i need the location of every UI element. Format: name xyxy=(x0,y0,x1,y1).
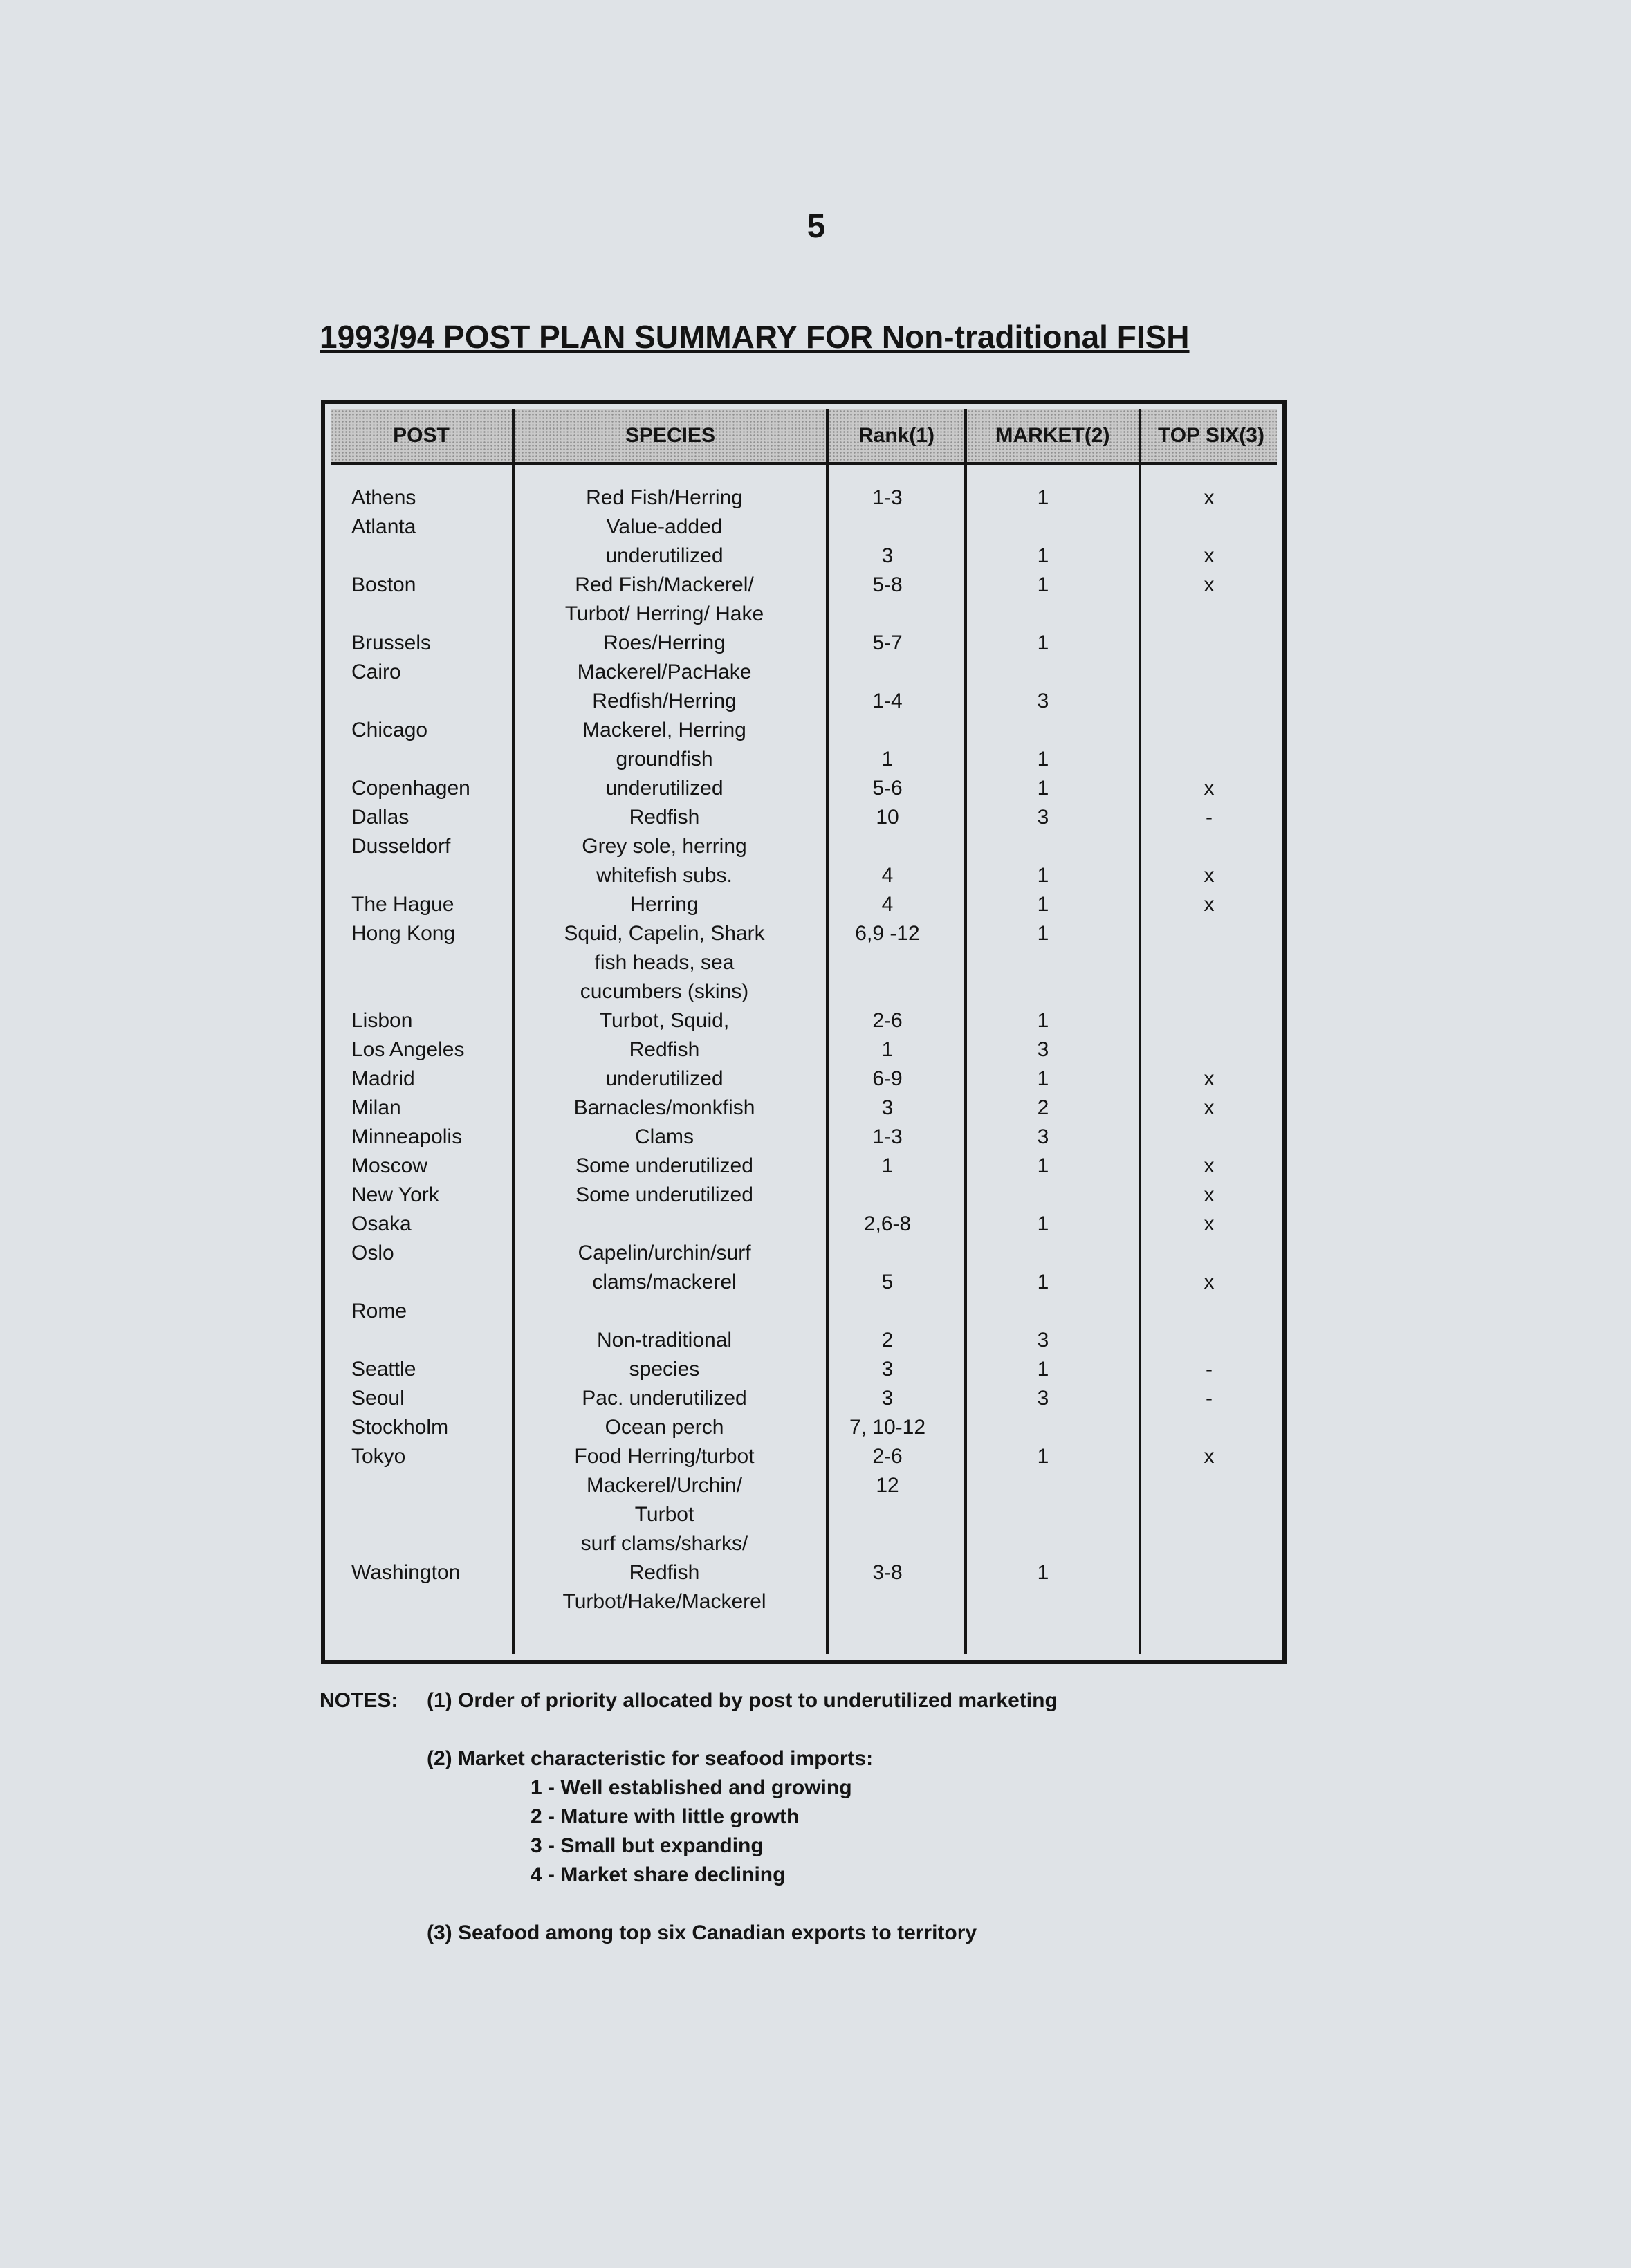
species-line: groundfish xyxy=(616,748,713,771)
post-cell: Madrid xyxy=(351,1067,415,1090)
rank-cell: 1 xyxy=(881,1154,894,1177)
table-row xyxy=(331,1152,1277,1181)
market-cell: 1 xyxy=(1037,1009,1049,1032)
species-cell xyxy=(514,1035,815,1064)
header-species: SPECIES xyxy=(625,424,716,447)
rank-cell: 5-7 xyxy=(872,631,903,654)
species-line: Red Fish/Herring xyxy=(586,486,743,509)
market-cell: 1 xyxy=(1037,1154,1049,1177)
post-cell: Seoul xyxy=(351,1387,405,1410)
species-cell xyxy=(514,629,815,658)
species-line: underutilized xyxy=(605,1067,724,1090)
top-six-cell: x xyxy=(1204,1067,1215,1090)
table-row xyxy=(331,919,1277,1006)
top-six-cell: x xyxy=(1204,777,1215,800)
market-cell: 3 xyxy=(1037,1038,1049,1061)
table-row xyxy=(331,1035,1277,1064)
table-row xyxy=(331,1181,1277,1210)
top-six-cell: x xyxy=(1204,1213,1215,1235)
species-line: Mackerel/Urchin/ xyxy=(586,1474,743,1497)
table-row xyxy=(331,890,1277,919)
rank-cell: 1-4 xyxy=(872,690,903,712)
header-post: POST xyxy=(393,424,450,447)
post-cell: Chicago xyxy=(351,719,428,741)
rank-cell: 2-6 xyxy=(872,1009,903,1032)
species-line: Capelin/urchin/surf xyxy=(578,1242,751,1264)
species-line: Pac. underutilized xyxy=(582,1387,747,1410)
table-row xyxy=(331,1297,1277,1355)
header-market: MARKET(2) xyxy=(995,424,1110,447)
rank-cell: 7, 10-12 xyxy=(849,1416,926,1439)
species-cell xyxy=(514,919,815,1006)
market-cell: 1 xyxy=(1037,893,1049,916)
table-row xyxy=(331,1413,1277,1442)
species-line: surf clams/sharks/ xyxy=(580,1532,748,1555)
header-rank: Rank(1) xyxy=(858,424,935,447)
rank-cell: 2,6-8 xyxy=(863,1213,912,1235)
species-cell xyxy=(514,1152,815,1181)
market-cell: 1 xyxy=(1037,777,1049,800)
species-line: underutilized xyxy=(605,777,724,800)
species-cell xyxy=(514,571,815,629)
top-six-cell: x xyxy=(1204,544,1215,567)
species-line xyxy=(514,1297,815,1326)
table-row xyxy=(331,803,1277,832)
table-row xyxy=(331,483,1277,513)
species-cell xyxy=(514,1297,815,1355)
rank-cell: 12 xyxy=(876,1474,899,1497)
post-cell: New York xyxy=(351,1183,439,1206)
market-cell: 3 xyxy=(1037,1125,1049,1148)
species-cell xyxy=(514,774,815,803)
post-cell: Cairo xyxy=(351,661,401,683)
post-cell: Lisbon xyxy=(351,1009,413,1032)
species-cell xyxy=(514,1558,815,1616)
table-row xyxy=(331,774,1277,803)
note-2-scale-2: 2 - Mature with little growth xyxy=(531,1805,800,1828)
market-cell: 3 xyxy=(1037,690,1049,712)
species-line: whitefish subs. xyxy=(596,864,732,887)
market-cell: 1 xyxy=(1037,1561,1049,1584)
header-top-six: TOP SIX(3) xyxy=(1158,424,1264,447)
table-row xyxy=(331,513,1277,571)
table-row xyxy=(331,1355,1277,1384)
market-cell: 1 xyxy=(1037,1067,1049,1090)
post-cell: Moscow xyxy=(351,1154,428,1177)
species-line: Clams xyxy=(634,1125,694,1148)
rank-cell: 3 xyxy=(881,1096,894,1119)
species-line: Food Herring/turbot xyxy=(574,1445,755,1468)
market-cell: 2 xyxy=(1037,1096,1049,1119)
species-line: Turbot, Squid, xyxy=(599,1009,730,1032)
top-six-cell: - xyxy=(1206,1358,1213,1381)
species-line: Some underutilized xyxy=(575,1183,753,1206)
post-cell: Oslo xyxy=(351,1242,394,1264)
post-cell: Hong Kong xyxy=(351,922,456,945)
species-cell xyxy=(514,832,815,890)
market-cell: 3 xyxy=(1037,1387,1049,1410)
table-row xyxy=(331,1006,1277,1035)
table-row xyxy=(331,1384,1277,1413)
top-six-cell: x xyxy=(1204,1183,1215,1206)
market-cell: 1 xyxy=(1037,748,1049,771)
species-line: Value-added xyxy=(606,515,723,538)
table-row xyxy=(331,571,1277,629)
market-cell: 1 xyxy=(1037,1271,1049,1293)
table-row xyxy=(331,658,1277,716)
summary-table xyxy=(321,400,1287,1664)
species-line: Redfish xyxy=(629,806,700,829)
species-line: Non-traditional xyxy=(596,1329,732,1352)
species-cell xyxy=(514,1471,815,1558)
table-row xyxy=(331,1558,1277,1616)
table-row xyxy=(331,832,1277,890)
table-row xyxy=(331,1210,1277,1239)
post-cell: Washington xyxy=(351,1561,461,1584)
species-cell xyxy=(514,1355,815,1384)
rank-cell: 4 xyxy=(881,893,894,916)
rank-cell: 5-6 xyxy=(872,777,903,800)
market-cell: 1 xyxy=(1037,544,1049,567)
top-six-cell: - xyxy=(1206,1387,1213,1410)
post-cell: Brussels xyxy=(351,631,432,654)
species-cell xyxy=(514,1123,815,1152)
species-cell xyxy=(514,1239,815,1297)
species-line: Some underutilized xyxy=(575,1154,753,1177)
note-2: (2) Market characteristic for seafood imports: xyxy=(427,1747,874,1770)
post-cell: Tokyo xyxy=(351,1445,406,1468)
market-cell: 1 xyxy=(1037,864,1049,887)
species-cell xyxy=(514,1006,815,1035)
market-cell: 1 xyxy=(1037,631,1049,654)
rank-cell: 3-8 xyxy=(872,1561,903,1584)
rank-cell: 6,9 -12 xyxy=(855,922,920,945)
species-cell xyxy=(514,803,815,832)
post-cell: Dusseldorf xyxy=(351,835,451,858)
market-cell: 1 xyxy=(1037,1358,1049,1381)
note-2-scale-4: 4 - Market share declining xyxy=(531,1863,786,1886)
post-cell: Dallas xyxy=(351,806,409,829)
post-cell: Minneapolis xyxy=(351,1125,463,1148)
top-six-cell: x xyxy=(1204,1445,1215,1468)
rank-cell: 3 xyxy=(881,1387,894,1410)
species-cell xyxy=(514,1094,815,1123)
rank-cell: 2 xyxy=(881,1329,894,1352)
top-six-cell: - xyxy=(1206,806,1213,829)
table-row xyxy=(331,1064,1277,1094)
note-2-scale-3: 3 - Small but expanding xyxy=(531,1834,764,1857)
species-line: fish heads, sea xyxy=(594,951,735,974)
species-cell xyxy=(514,1384,815,1413)
rank-cell: 1 xyxy=(881,1038,894,1061)
species-line: Turbot/Hake/Mackerel xyxy=(562,1590,766,1613)
notes-label: NOTES: xyxy=(320,1689,398,1712)
species-cell xyxy=(514,1442,815,1471)
rank-cell: 2-6 xyxy=(872,1445,903,1468)
rank-cell: 5 xyxy=(881,1271,894,1293)
top-six-cell: x xyxy=(1204,1096,1215,1119)
market-cell: 3 xyxy=(1037,806,1049,829)
post-cell: The Hague xyxy=(351,893,454,916)
table-row xyxy=(331,716,1277,774)
post-cell: Copenhagen xyxy=(351,777,470,800)
species-cell xyxy=(514,483,815,513)
species-line: Grey sole, herring xyxy=(582,835,747,858)
post-cell: Boston xyxy=(351,573,416,596)
note-3: (3) Seafood among top six Canadian exports to territory xyxy=(427,1921,977,1944)
species-line: species xyxy=(629,1358,700,1381)
post-cell: Osaka xyxy=(351,1213,412,1235)
table-row xyxy=(331,629,1277,658)
top-six-cell: x xyxy=(1204,1271,1215,1293)
top-six-cell: x xyxy=(1204,573,1215,596)
species-line: Redfish xyxy=(629,1038,700,1061)
post-cell: Milan xyxy=(351,1096,401,1119)
table-row xyxy=(331,1442,1277,1471)
rank-cell: 4 xyxy=(881,864,894,887)
rank-cell: 1-3 xyxy=(872,1125,903,1148)
species-line: Roes/Herring xyxy=(603,631,726,654)
market-cell: 1 xyxy=(1037,1213,1049,1235)
post-cell: Los Angeles xyxy=(351,1038,465,1061)
note-2-scale-1: 1 - Well established and growing xyxy=(531,1776,852,1799)
page-title: 1993/94 POST PLAN SUMMARY FOR Non-traditional FISH xyxy=(320,319,1190,355)
species-line: clams/mackerel xyxy=(592,1271,737,1293)
species-line: Squid, Capelin, Shark xyxy=(564,922,765,945)
rank-cell: 1-3 xyxy=(872,486,903,509)
rank-cell: 6-9 xyxy=(872,1067,903,1090)
species-cell xyxy=(514,716,815,774)
note-1: (1) Order of priority allocated by post to underutilized marketing xyxy=(427,1689,1058,1712)
species-line: underutilized xyxy=(605,544,724,567)
table-header xyxy=(331,409,1277,465)
species-cell xyxy=(514,1064,815,1094)
species-line: Mackerel, Herring xyxy=(582,719,746,741)
rank-cell: 1 xyxy=(881,748,894,771)
post-cell: Athens xyxy=(351,486,416,509)
species-cell xyxy=(514,1181,815,1210)
table-body xyxy=(331,483,1277,1616)
species-line: Redfish xyxy=(629,1561,700,1584)
species-line: Redfish/Herring xyxy=(592,690,737,712)
rank-cell: 3 xyxy=(881,1358,894,1381)
top-six-cell: x xyxy=(1204,486,1215,509)
market-cell: 1 xyxy=(1037,573,1049,596)
species-line: Mackerel/PacHake xyxy=(577,661,752,683)
species-line: Barnacles/monkfish xyxy=(573,1096,755,1119)
market-cell: 1 xyxy=(1037,1445,1049,1468)
species-line: Turbot xyxy=(634,1503,694,1526)
table-row xyxy=(331,1471,1277,1558)
market-cell: 1 xyxy=(1037,922,1049,945)
table-row xyxy=(331,1239,1277,1297)
species-cell xyxy=(514,658,815,716)
top-six-cell: x xyxy=(1204,893,1215,916)
post-cell: Atlanta xyxy=(351,515,416,538)
species-line: Ocean perch xyxy=(605,1416,724,1439)
species-cell xyxy=(514,890,815,919)
market-cell: 3 xyxy=(1037,1329,1049,1352)
rank-cell: 5-8 xyxy=(872,573,903,596)
table-row xyxy=(331,1123,1277,1152)
post-cell: Seattle xyxy=(351,1358,416,1381)
rank-cell: 3 xyxy=(881,544,894,567)
top-six-cell: x xyxy=(1204,864,1215,887)
species-line: Red Fish/Mackerel/ xyxy=(575,573,754,596)
post-cell: Stockholm xyxy=(351,1416,449,1439)
species-cell xyxy=(514,513,815,571)
species-line: cucumbers (skins) xyxy=(580,980,749,1003)
rank-cell: 10 xyxy=(876,806,899,829)
table-row xyxy=(331,1094,1277,1123)
top-six-cell: x xyxy=(1204,1154,1215,1177)
market-cell: 1 xyxy=(1037,486,1049,509)
species-line: Herring xyxy=(630,893,699,916)
page-number: 5 xyxy=(807,208,826,245)
species-line: Turbot/ Herring/ Hake xyxy=(564,602,764,625)
species-cell xyxy=(514,1413,815,1442)
post-cell: Rome xyxy=(351,1300,407,1322)
